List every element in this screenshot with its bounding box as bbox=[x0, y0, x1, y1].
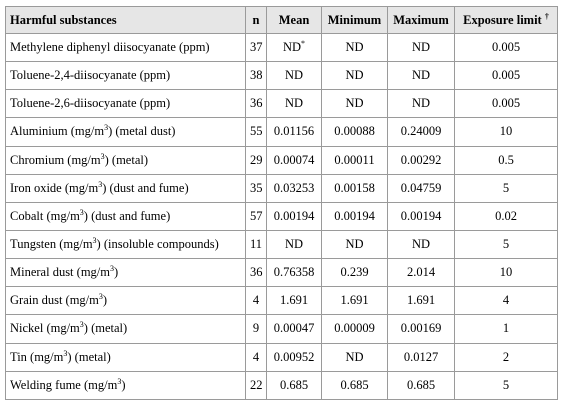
sample-count: 9 bbox=[246, 315, 267, 343]
substance-name bbox=[6, 202, 246, 230]
maximum-value: 0.685 bbox=[388, 371, 455, 399]
exposure-limit-value: 5 bbox=[455, 371, 558, 399]
name-text: Tungsten (mg/m bbox=[10, 237, 93, 252]
mean-value: ND bbox=[267, 62, 322, 90]
sample-count: 4 bbox=[246, 287, 267, 315]
sample-count: 22 bbox=[246, 371, 267, 399]
table-row bbox=[6, 34, 558, 62]
substance-name: Toluene-2,4-diisocyanate (ppm) bbox=[6, 62, 246, 90]
minimum-value: ND bbox=[322, 343, 388, 371]
maximum-value: 0.00169 bbox=[388, 315, 455, 343]
minimum-value: 0.00009 bbox=[322, 315, 388, 343]
maximum-value: ND bbox=[388, 34, 455, 62]
name-text: Chromium (mg/m bbox=[10, 152, 101, 167]
header-maximum: Maximum bbox=[388, 7, 455, 34]
mean-value bbox=[267, 34, 322, 62]
substance-name bbox=[6, 343, 246, 371]
unit-superscript: 3 bbox=[79, 207, 84, 217]
mean-value: 0.76358 bbox=[267, 259, 322, 287]
name-suffix: ) bbox=[102, 293, 108, 308]
sample-count: 4 bbox=[246, 343, 267, 371]
table-row bbox=[6, 230, 558, 258]
exposure-limit-value: 0.02 bbox=[455, 202, 558, 230]
substance-name bbox=[6, 174, 246, 202]
table-row bbox=[6, 287, 558, 315]
substance-name: Methylene diphenyl diisocyanate (ppm) bbox=[6, 34, 246, 62]
maximum-value: ND bbox=[388, 230, 455, 258]
table-row bbox=[6, 118, 558, 146]
exposure-limit-value: 10 bbox=[455, 259, 558, 287]
maximum-value: ND bbox=[388, 62, 455, 90]
mean-value: 0.00194 bbox=[267, 202, 322, 230]
substance-name bbox=[6, 230, 246, 258]
mean-value: 0.00047 bbox=[267, 315, 322, 343]
unit-superscript: 3 bbox=[92, 235, 97, 245]
maximum-value: 0.00194 bbox=[388, 202, 455, 230]
minimum-value: ND bbox=[322, 230, 388, 258]
unit-superscript: 3 bbox=[117, 376, 122, 386]
name-suffix: ) bbox=[114, 265, 119, 280]
sample-count: 36 bbox=[246, 259, 267, 287]
exposure-limit-value: 10 bbox=[455, 118, 558, 146]
substance-name: Toluene-2,6-diisocyanate (ppm) bbox=[6, 90, 246, 118]
exposure-limit-value: 4 bbox=[455, 287, 558, 315]
mean-value: 0.00074 bbox=[267, 146, 322, 174]
unit-superscript: 3 bbox=[100, 151, 105, 161]
mean-value: ND bbox=[267, 90, 322, 118]
name-text: Mineral dust (mg/m bbox=[10, 265, 110, 280]
substance-name bbox=[6, 259, 246, 287]
table-row bbox=[6, 146, 558, 174]
mean-value: 1.691 bbox=[267, 287, 322, 315]
name-text: Iron oxide (mg/m bbox=[10, 180, 99, 195]
mean-value: 0.00952 bbox=[267, 343, 322, 371]
name-text: Grain dust (mg/m bbox=[10, 293, 99, 308]
header-n: n bbox=[246, 7, 267, 34]
header-mean: Mean bbox=[267, 7, 322, 34]
name-text: Nickel (mg/m bbox=[10, 321, 80, 336]
name-suffix: ) (dust and fume) bbox=[102, 180, 189, 195]
substance-name bbox=[6, 287, 246, 315]
mean-value: ND bbox=[267, 230, 322, 258]
unit-superscript: 3 bbox=[63, 348, 68, 358]
table-row bbox=[6, 62, 558, 90]
name-text: Tin (mg/m bbox=[10, 349, 64, 364]
exposure-limit-value: 0.5 bbox=[455, 146, 558, 174]
sample-count: 38 bbox=[246, 62, 267, 90]
unit-superscript: 3 bbox=[104, 123, 109, 133]
minimum-value: ND bbox=[322, 90, 388, 118]
exposure-limit-value: 0.005 bbox=[455, 34, 558, 62]
unit-superscript: 3 bbox=[110, 264, 114, 274]
table-row bbox=[6, 90, 558, 118]
table-row bbox=[6, 202, 558, 230]
maximum-value: ND bbox=[388, 90, 455, 118]
header-exposure-label: Exposure limit bbox=[463, 12, 542, 27]
mean-value: 0.685 bbox=[267, 371, 322, 399]
sample-count: 11 bbox=[246, 230, 267, 258]
substance-name bbox=[6, 371, 246, 399]
header-exposure-limit bbox=[455, 7, 558, 34]
name-text: Aluminium (mg/m bbox=[10, 124, 105, 139]
minimum-value: 0.239 bbox=[322, 259, 388, 287]
name-suffix: ) (metal) bbox=[83, 321, 128, 336]
sample-count: 36 bbox=[246, 90, 267, 118]
minimum-value: 0.00194 bbox=[322, 202, 388, 230]
sample-count: 57 bbox=[246, 202, 267, 230]
exposure-limit-value: 0.005 bbox=[455, 62, 558, 90]
sample-count: 35 bbox=[246, 174, 267, 202]
name-suffix: ) (dust and fume) bbox=[83, 208, 171, 223]
minimum-value: ND bbox=[322, 34, 388, 62]
table-row bbox=[6, 174, 558, 202]
name-suffix: ) (metal dust) bbox=[108, 124, 176, 139]
minimum-value: 0.685 bbox=[322, 371, 388, 399]
sample-count: 55 bbox=[246, 118, 267, 146]
name-suffix: ) bbox=[121, 377, 126, 392]
minimum-value: 1.691 bbox=[322, 287, 388, 315]
name-text: Welding fume (mg/m bbox=[10, 377, 118, 392]
maximum-value: 0.24009 bbox=[388, 118, 455, 146]
table-row bbox=[6, 315, 558, 343]
substance-name bbox=[6, 315, 246, 343]
table-row bbox=[6, 371, 558, 399]
maximum-value: 2.014 bbox=[388, 259, 455, 287]
exposure-limit-value: 2 bbox=[455, 343, 558, 371]
unit-superscript: 3 bbox=[98, 179, 103, 189]
harmful-substances-table bbox=[5, 6, 558, 400]
exposure-limit-value: 5 bbox=[455, 174, 558, 202]
exposure-limit-value: 1 bbox=[455, 315, 558, 343]
minimum-value: 0.00158 bbox=[322, 174, 388, 202]
substance-name bbox=[6, 146, 246, 174]
exposure-limit-value: 5 bbox=[455, 230, 558, 258]
name-suffix: ) (metal) bbox=[104, 152, 149, 167]
substance-name bbox=[6, 118, 246, 146]
name-suffix: ) (insoluble compounds) bbox=[96, 237, 219, 252]
maximum-value: 1.691 bbox=[388, 287, 455, 315]
minimum-value: 0.00011 bbox=[322, 146, 388, 174]
header-substance: Harmful substances bbox=[6, 7, 246, 34]
maximum-value: 0.04759 bbox=[388, 174, 455, 202]
unit-superscript: 3 bbox=[98, 292, 103, 302]
maximum-value: 0.00292 bbox=[388, 146, 455, 174]
sample-count: 37 bbox=[246, 34, 267, 62]
table-row bbox=[6, 259, 558, 287]
mean-value: 0.03253 bbox=[267, 174, 322, 202]
maximum-value: 0.0127 bbox=[388, 343, 455, 371]
asterisk-footnote-mark: * bbox=[301, 38, 306, 48]
name-text: Cobalt (mg/m bbox=[10, 208, 80, 223]
unit-superscript: 3 bbox=[79, 320, 84, 330]
mean-text: ND bbox=[282, 40, 302, 55]
minimum-value: 0.00088 bbox=[322, 118, 388, 146]
sample-count: 29 bbox=[246, 146, 267, 174]
exposure-limit-value: 0.005 bbox=[455, 90, 558, 118]
header-minimum: Minimum bbox=[322, 7, 388, 34]
table-header-row bbox=[6, 7, 558, 34]
dagger-footnote-mark: † bbox=[544, 11, 549, 21]
name-suffix: ) (metal) bbox=[67, 349, 111, 364]
table-row bbox=[6, 343, 558, 371]
minimum-value: ND bbox=[322, 62, 388, 90]
mean-value: 0.01156 bbox=[267, 118, 322, 146]
